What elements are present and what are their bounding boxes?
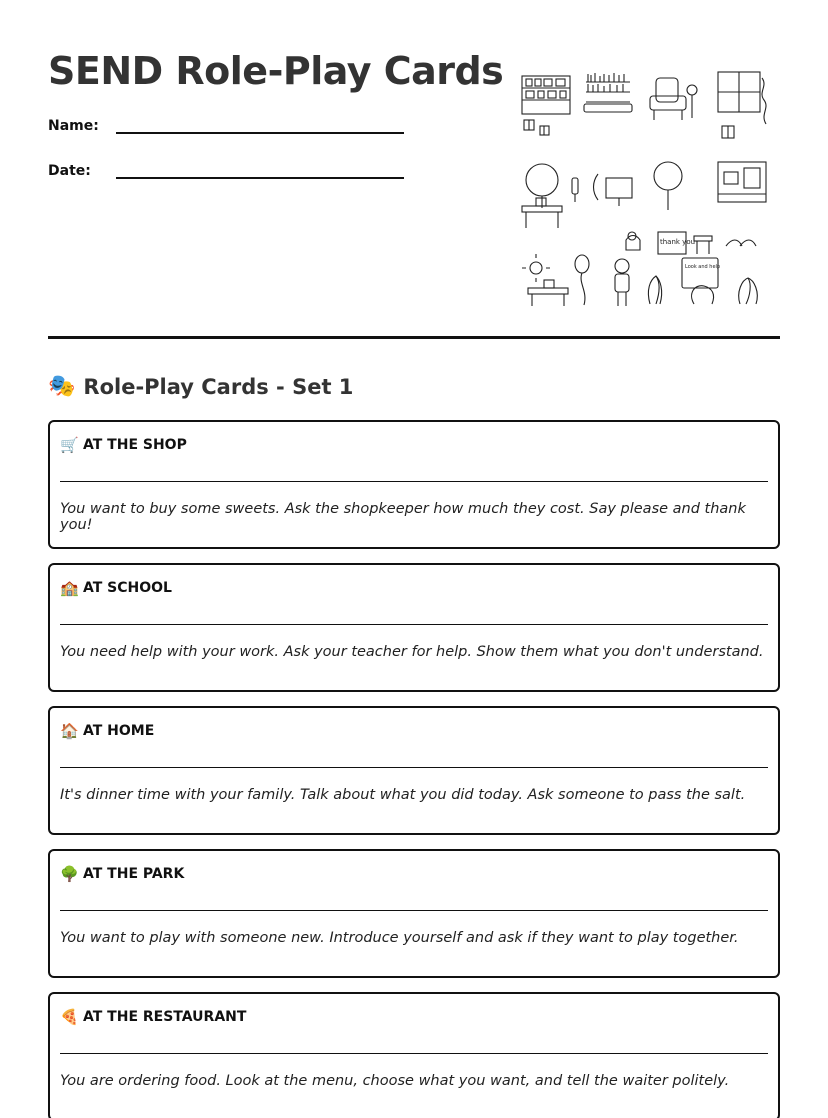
date-field-row [48, 163, 404, 179]
scenes-illustration [518, 68, 778, 308]
card-restaurant [48, 992, 780, 1118]
pizza-icon: 🍕 [60, 1008, 79, 1026]
shopping-cart-icon: 🛒 [60, 436, 79, 454]
tv-icon [594, 174, 633, 206]
card-title: AT SCHOOL [83, 580, 172, 596]
header-divider [48, 336, 780, 339]
card-title: AT THE SHOP [83, 437, 187, 453]
page-title: SEND Role-Play Cards [48, 49, 504, 93]
card-text: You are ordering food. Look at the menu, choose what you want, and tell the waiter politely. [60, 1073, 730, 1089]
look-and-help-label: Look and help [685, 264, 721, 270]
role-play-card-list [48, 420, 780, 1118]
bedroom-icon [718, 162, 766, 202]
party-table-icon [522, 254, 568, 306]
card-divider [60, 910, 768, 911]
hands-icon [726, 240, 756, 246]
card-divider [60, 624, 768, 625]
section-heading [48, 374, 353, 399]
card-title: AT THE PARK [83, 866, 185, 882]
date-label: Date: [48, 163, 91, 179]
card-divider [60, 481, 768, 482]
theater-masks-icon: 🎭 [48, 374, 76, 399]
dog-icon [626, 232, 640, 250]
tree-icon: 🌳 [60, 865, 79, 883]
date-line[interactable] [116, 163, 404, 179]
name-line[interactable] [116, 118, 404, 134]
window-icon [718, 72, 766, 124]
traffic-light-icon [572, 178, 578, 202]
waving-hands-icon [739, 278, 758, 304]
card-school [48, 563, 780, 692]
card-text: It's dinner time with your family. Talk about what you did today. Ask someone to pass the salt. [60, 787, 746, 803]
card-text: You need help with your work. Ask your teacher for help. Show them what you don't understand. [60, 644, 764, 660]
card-home [48, 706, 780, 835]
gift-icons [524, 120, 734, 138]
school-icon: 🏫 [60, 579, 79, 597]
card-title: AT THE RESTAURANT [83, 1009, 247, 1025]
name-field-row [48, 118, 404, 134]
worksheet-header [48, 48, 828, 318]
name-label: Name: [48, 118, 99, 134]
card-text: You want to buy some sweets. Ask the shopkeeper how much they cost. Say please and thank you! [60, 501, 746, 533]
section-title: Role-Play Cards - Set 1 [83, 374, 354, 399]
card-title: AT HOME [83, 723, 155, 739]
praying-hands-icon [648, 276, 661, 304]
house-icon: 🏠 [60, 722, 79, 740]
bookshelf-icon [584, 73, 632, 112]
park-tree-icon [654, 162, 682, 210]
card-text: You want to play with someone new. Introduce yourself and ask if they want to play together. [60, 930, 739, 946]
card-park [48, 849, 780, 978]
thank-you-label: thank you [660, 238, 696, 246]
tree-table-icon [522, 164, 562, 228]
child-icon [615, 259, 629, 306]
card-shop [48, 420, 780, 549]
balloon-icon [575, 255, 589, 305]
card-divider [60, 1053, 768, 1054]
card-divider [60, 767, 768, 768]
living-room-icon [650, 78, 697, 120]
stool-icon [694, 236, 712, 254]
shop-shelf-icon [522, 76, 570, 114]
